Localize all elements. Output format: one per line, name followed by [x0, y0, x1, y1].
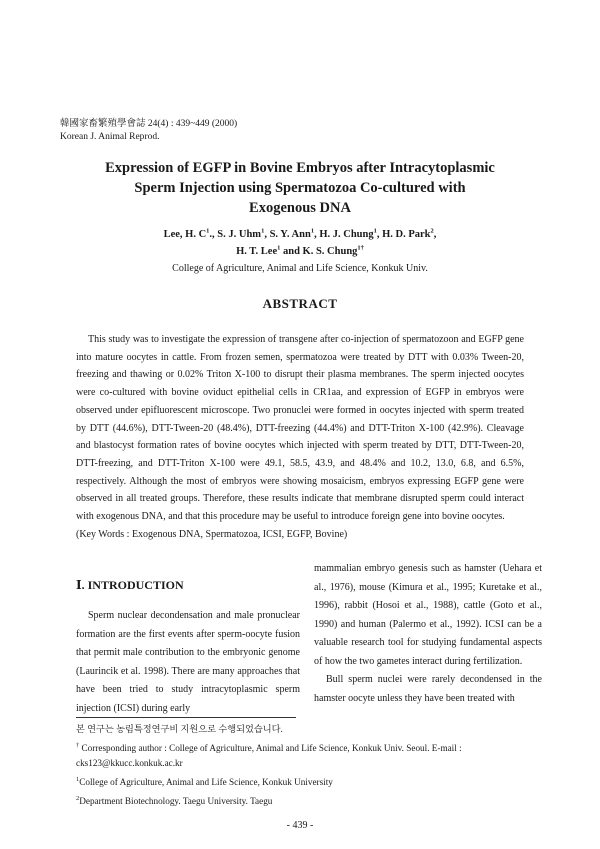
author-affiliation: College of Agriculture, Animal and Life Science, Konkuk Univ.: [172, 263, 428, 274]
footnote-text: College of Agriculture, Animal and Life Science, Konkuk University: [79, 777, 333, 787]
footnote-affiliation-2: [76, 794, 542, 809]
journal-line-english: Korean J. Animal Reprod.: [60, 132, 160, 142]
journal-line-korean: 韓國家畜繁殖學會誌 24(4) : 439~449 (2000): [60, 119, 238, 129]
footnote-corresponding: [76, 741, 542, 771]
footnote-divider: [76, 717, 296, 718]
abstract-body: [76, 331, 524, 543]
footnote-funding: 본 연구는 농림특정연구비 지원으로 수행되었습니다.: [76, 724, 283, 734]
author-name: H. T. Lee: [236, 246, 278, 257]
author-name: K. S. Chung: [302, 246, 358, 257]
footnote-affiliation-1: [76, 775, 542, 790]
abstract-heading: ABSTRACT: [262, 296, 338, 311]
author-name: Lee, H. C: [163, 229, 207, 240]
journal-citation: [60, 118, 237, 144]
title-line-2: Sperm Injection using Spermatozoa Co-cultured with: [134, 180, 466, 196]
author-name: H. D. Park: [382, 229, 431, 240]
footnotes: [76, 722, 542, 813]
section-heading-introduction: Ⅰ. INTRODUCTION: [76, 578, 184, 592]
author-sep: and: [280, 246, 303, 257]
author-line-2: [60, 243, 540, 260]
keywords: (Key Words : Exogenous DNA, Spermatozoa, ICSI, EGFP, Bovine): [76, 528, 348, 540]
author-name: H. J. Chung: [319, 229, 374, 240]
footnote-mark: 2: [76, 794, 80, 802]
footnote-text: Department Biotechnology. Taegu University. Taegu: [79, 796, 273, 806]
page-number: - 439 -: [286, 820, 314, 831]
author-sep: ,: [433, 229, 437, 240]
footnote-mark: 1: [76, 775, 80, 783]
paper-title: [60, 158, 540, 218]
body-paragraph: mammalian embryo genesis such as hamster (Uehara et al., 1976), mouse (Kimura et al., 1995; Kuretake et al., 1996), rabbit (Hosoi et al., 1988), cattle (Goto et al., 1990) and human (Palermo et al., 1992). ICSI can be a valuable research tool for studying fundamental aspects of how the two gametes interact during fertilization.: [314, 563, 542, 667]
author-affil-mark: 1†: [357, 244, 364, 252]
author-line-1: [60, 226, 540, 243]
author-affil-mark: 1: [261, 227, 265, 235]
author-list: [60, 226, 540, 260]
author-sep: ,: [314, 229, 320, 240]
title-line-3: Exogenous DNA: [249, 200, 351, 216]
abstract-text: This study was to investigate the expression of transgene after co-injection of spermatozoon and EGFP gene into mature oocytes in cattle. From frozen semen, spermatozoa were treated by DTT with 0.03% Tween-20, freezing and thawing or 0.02% Triton X-100 to disrupt their plasma membranes. The sperm injected oocytes were co-cultured with bovine oviduct epithelial cells in CR1aa, and expression of EGFP in embryos were observed under epifluorescent microscope. Two pronuclei were formed in oocytes injected with sperm treated by DTT (44.6%), DTT-Tween-20 (48.4%), DTT-freezing (44.4%) and DTT-Triton X-100 (42.9%). Cleavage and blastocyst formation rates of bovine oocytes which injected with sperm treated by DTT, DTT-Tween-20, DTT-freezing, and DTT-Triton X-100 were 49.1, 58.5, 43.9, and 48.4% and 10.2, 13.0, 6.8, and 6.5%, respectively. Although the most of embryos were showing mosaicism, embryos expressing EGFP gene were observed in all treated groups. Therefore, these results indicate that membrane disrupted sperm could interact with exogenous DNA, and that this procedure may be useful to introduce foreign gene into bovine oocytes.: [76, 334, 524, 523]
title-line-1: Expression of EGFP in Bovine Embryos after Intracytoplasmic: [105, 160, 495, 176]
author-affil-mark: 2: [430, 227, 434, 235]
body-paragraph: Bull sperm nuclei were rarely decondensed in the hamster oocyte unless they have been treated with: [314, 674, 542, 704]
left-column: [76, 560, 300, 718]
author-affil-mark: 1: [310, 227, 315, 235]
body-paragraph: Sperm nuclear decondensation and male pronuclear formation are the first events after sperm-oocyte fusion that permit male contribution to the embryonic genome (Laurincik et al. 1998). There are many approaches that have been tried to study intracytoplasmic sperm injection (ICSI) during early: [76, 610, 300, 714]
author-name: S. Y. Ann: [269, 229, 311, 240]
author-affil-mark: 1: [373, 227, 377, 235]
author-sep: .,: [209, 229, 218, 240]
footnote-mark: †: [76, 741, 80, 749]
author-name: S. J. Uhm: [217, 229, 262, 240]
author-sep: ,: [376, 229, 383, 240]
author-affil-mark: 1: [206, 227, 210, 235]
author-affil-mark: 1: [277, 244, 281, 252]
right-column: [314, 560, 542, 708]
author-sep: ,: [264, 229, 270, 240]
footnote-text: Corresponding author : College of Agriculture, Animal and Life Science, Konkuk Univ. Seoul. E-mail : cks123@kkucc.konkuk.ac.kr: [76, 743, 462, 768]
